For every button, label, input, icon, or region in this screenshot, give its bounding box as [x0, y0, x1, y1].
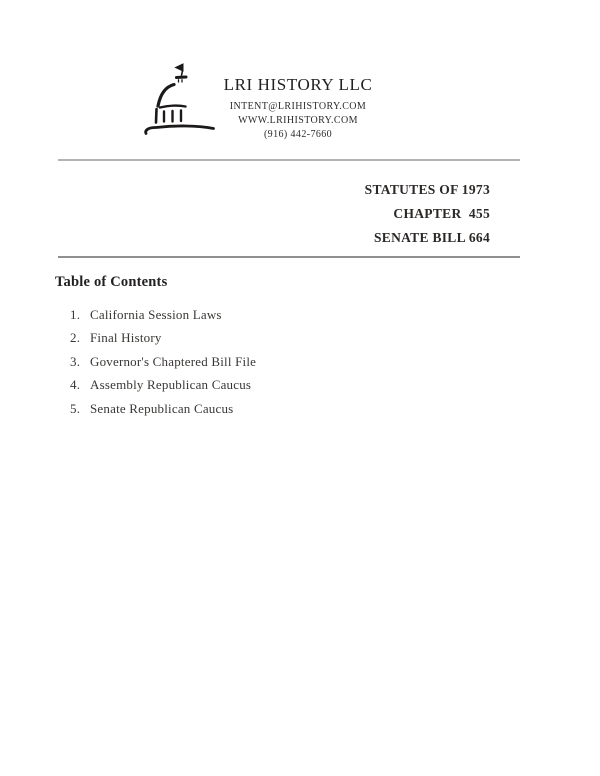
divider-bottom: [58, 256, 520, 258]
toc-list: [70, 303, 256, 420]
toc-item: [70, 326, 256, 349]
toc-item-label: Final History: [90, 330, 162, 346]
toc-item-label: Senate Republican Caucus: [90, 400, 234, 416]
email-text: INTENT@LRIHISTORY.COM: [229, 101, 367, 112]
capitol-dome-logo-icon: [140, 60, 220, 145]
toc-item-number: 4.: [70, 377, 81, 393]
toc-item-number: 3.: [70, 353, 81, 369]
website-text: WWW.LRIHISTORY.COM: [238, 115, 358, 126]
toc-item: [70, 303, 256, 326]
toc-item-number: 1.: [70, 307, 81, 322]
phone-text: (916) 442-7660: [263, 129, 333, 140]
company-name: LRI HISTORY LLC: [223, 75, 373, 94]
bill-reference: [365, 178, 490, 250]
toc-item-label: California Session Laws: [90, 307, 222, 322]
letterhead: [212, 75, 384, 142]
toc-title: Table of Contents: [55, 274, 168, 290]
contact-block: [212, 100, 384, 142]
toc-item-number: 5.: [70, 400, 81, 416]
divider-top: [58, 159, 520, 161]
statutes-line: STATUTES OF 1973: [364, 182, 490, 197]
toc-item: [70, 350, 256, 373]
toc-item-label: Governor's Chaptered Bill File: [90, 353, 257, 369]
senate-bill-line: SENATE BILL 664: [373, 230, 490, 245]
chapter-line: CHAPTER 455: [393, 206, 490, 221]
toc-item-number: 2.: [70, 330, 81, 346]
toc-item: [70, 397, 256, 420]
toc-item: [70, 373, 256, 396]
toc-item-label: Assembly Republican Caucus: [90, 377, 252, 393]
